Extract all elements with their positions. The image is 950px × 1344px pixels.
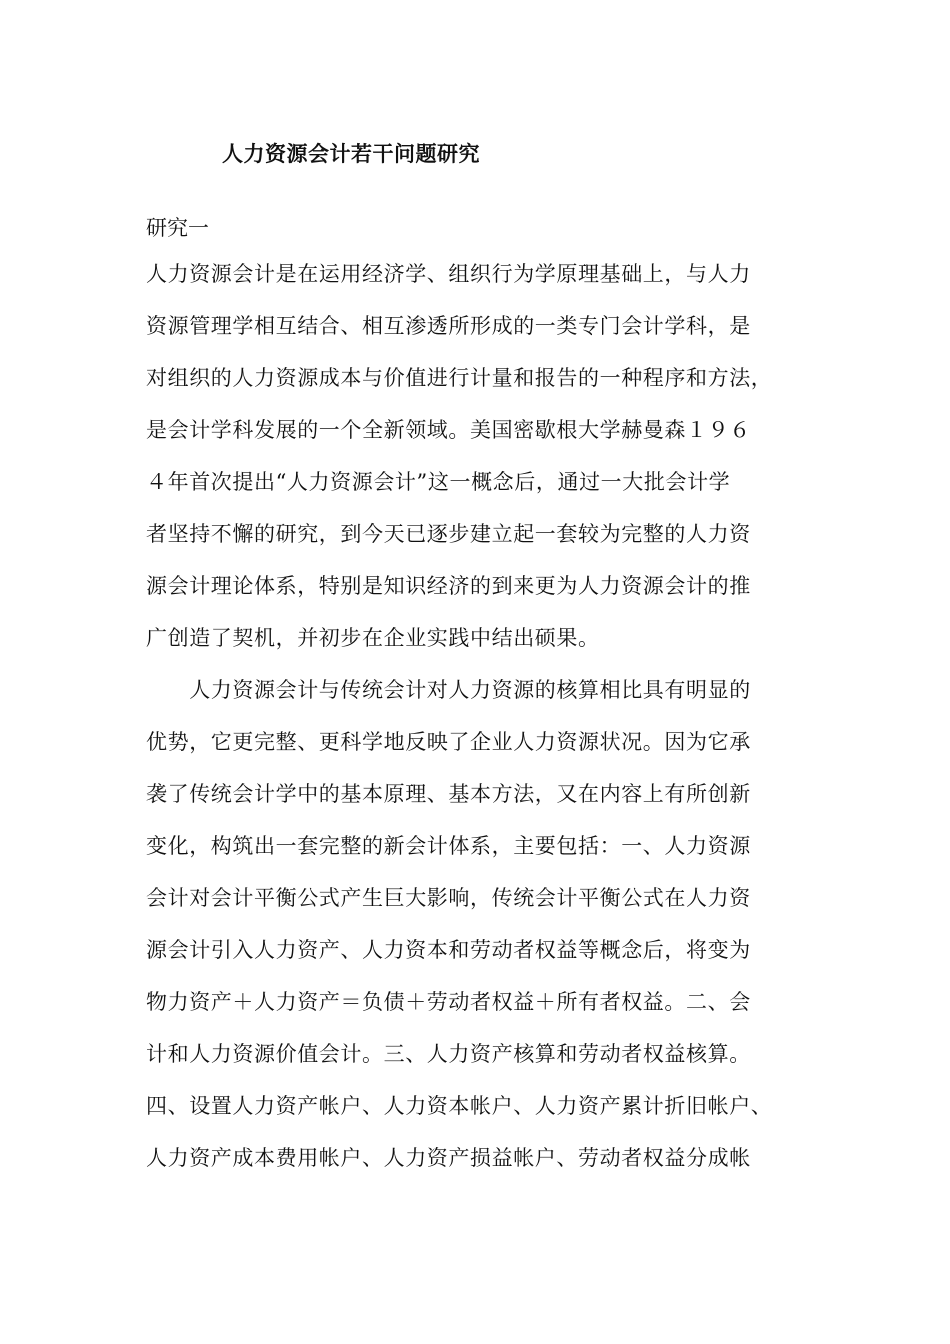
document-title: 人力资源会计若干问题研究 (222, 142, 480, 166)
text-line: 优势，它更完整、更科学地反映了企业人力资源状况。因为它承 (146, 730, 751, 754)
text-line: 物力资产＋人力资产＝负债＋劳动者权益＋所有者权益。二、会 (146, 990, 751, 1014)
text-line: 人力资源会计与传统会计对人力资源的核算相比具有明显的 (146, 678, 751, 702)
text-line: 袭了传统会计学中的基本原理、基本方法，又在内容上有所创新 (146, 782, 751, 806)
text-line: 广创造了契机，并初步在企业实践中结出硕果。 (146, 626, 600, 650)
text-line: ４年首次提出“人力资源会计”这一概念后，通过一大批会计学 (146, 470, 731, 494)
text-line: 对组织的人力资源成本与价值进行计量和报告的一种程序和方法， (146, 366, 773, 390)
text-line: 源会计理论体系，特别是知识经济的到来更为人力资源会计的推 (146, 574, 751, 598)
text-line: 者坚持不懈的研究，到今天已逐步建立起一套较为完整的人力资 (146, 522, 751, 546)
text-line: 源会计引入人力资产、人力资本和劳动者权益等概念后，将变为 (146, 938, 751, 962)
text-line: 资源管理学相互结合、相互渗透所形成的一类专门会计学科，是 (146, 314, 751, 338)
text-line: 计和人力资源价值会计。三、人力资产核算和劳动者权益核算。 (146, 1042, 751, 1066)
text-line: 是会计学科发展的一个全新领域。美国密歇根大学赫曼森１９６ (146, 418, 751, 442)
text-line: 人力资源会计是在运用经济学、组织行为学原理基础上，与人力 (146, 262, 751, 286)
text-line: 会计对会计平衡公式产生巨大影响，传统会计平衡公式在人力资 (146, 886, 751, 910)
text-line: 人力资产成本费用帐户、人力资产损益帐户、劳动者权益分成帐 (146, 1146, 751, 1170)
text-line: 四、设置人力资产帐户、人力资本帐户、人力资产累计折旧帐户、 (146, 1094, 773, 1118)
body-text (146, 256, 846, 1192)
text-line: 变化，构筑出一套完整的新会计体系，主要包括：一、人力资源 (146, 834, 751, 858)
section-heading: 研究一 (146, 216, 209, 240)
